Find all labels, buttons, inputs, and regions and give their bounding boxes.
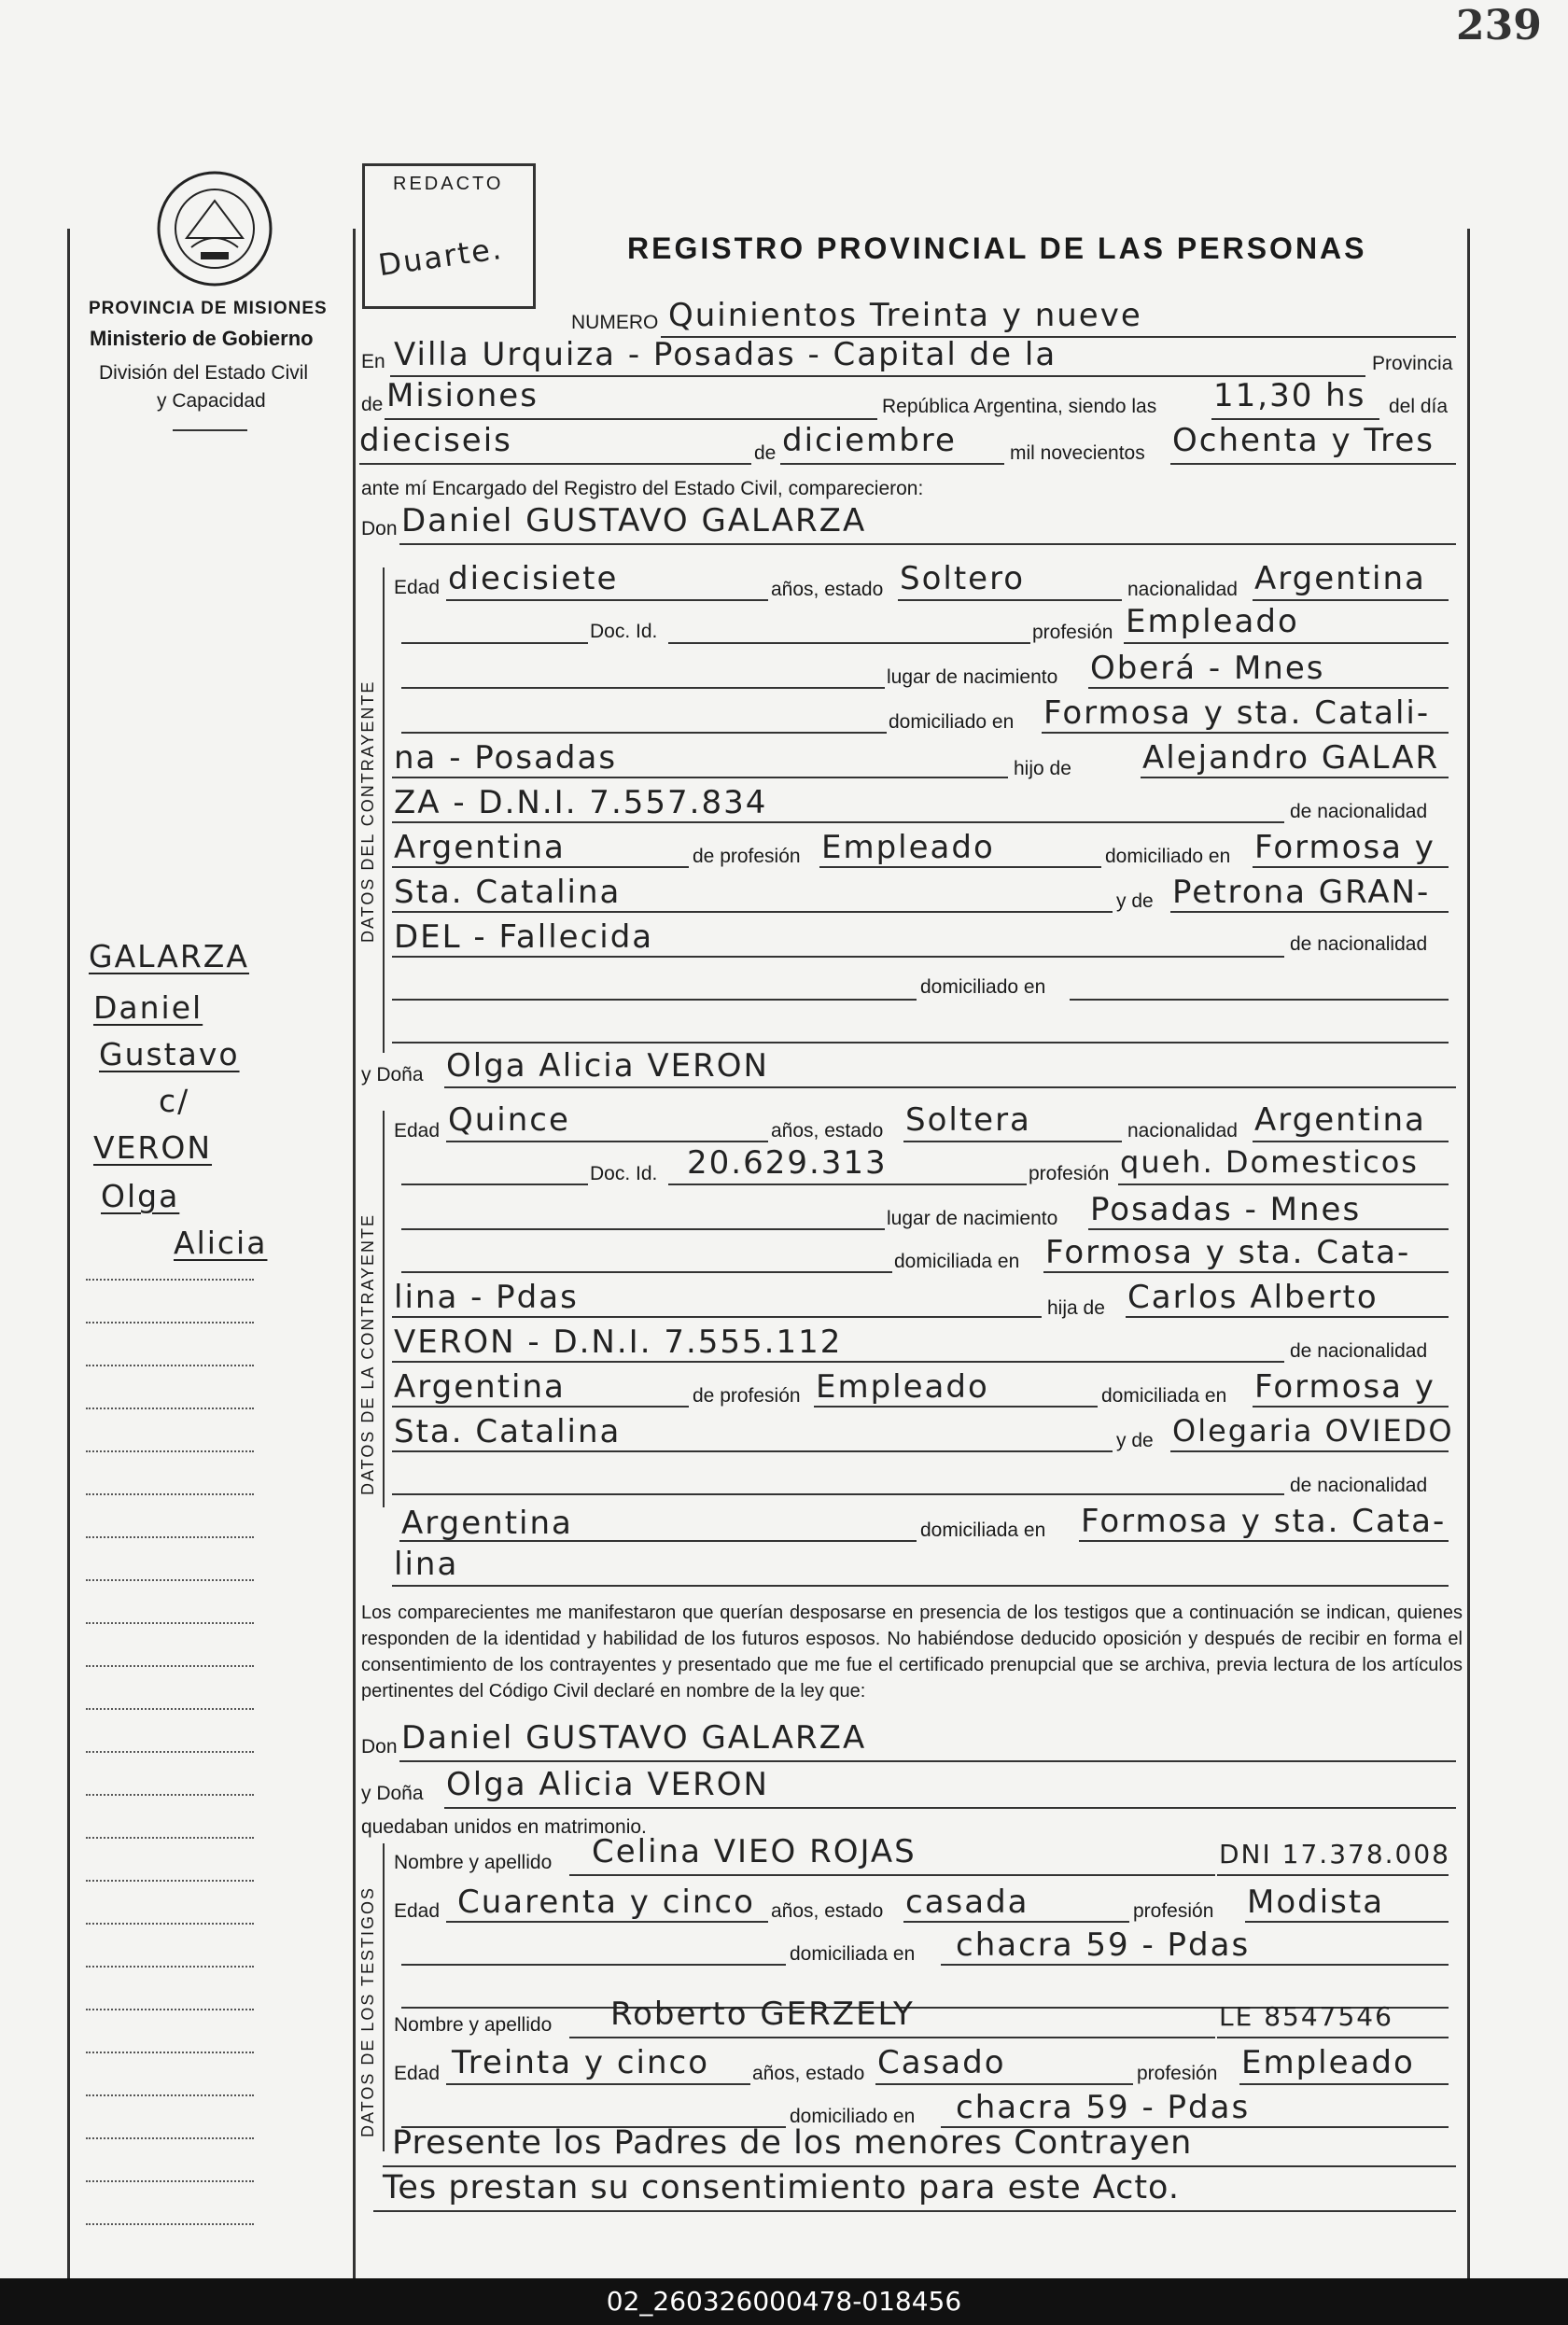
bride-lugar-label: lugar de nacimiento — [887, 1208, 1058, 1229]
provincial-seal-icon — [149, 163, 280, 294]
quedaban-label: quedaban unidos en matrimonio. — [361, 1816, 647, 1838]
margin-rule — [86, 2223, 254, 2225]
numero-label: NUMERO — [571, 312, 659, 333]
datos-testigos-label: DATOS DE LOS TESTIGOS — [358, 1885, 377, 2137]
note-line-2: Tes prestan su consentimiento para este Acto. — [383, 2169, 1180, 2206]
groom-estado-label: años, estado — [771, 579, 884, 600]
bride-nac-value: Argentina — [1254, 1101, 1426, 1139]
en-label: En — [361, 351, 385, 372]
footer-bar — [0, 2278, 1568, 2325]
t2-estado-value: Casado — [877, 2044, 1006, 2081]
bride-madre-nac-label: de nacionalidad — [1290, 1475, 1428, 1496]
margin-rule — [86, 2052, 254, 2053]
margin-rule — [86, 1536, 254, 1538]
ante-label: ante mí Encargado del Registro del Estado Civil, comparecieron: — [361, 478, 924, 499]
margin-rule — [86, 2137, 254, 2139]
numero-value: Quinientos Treinta y nueve — [668, 297, 1142, 334]
bride-padre-prof-value: Empleado — [816, 1368, 989, 1406]
bride-edad-label: Edad — [394, 1120, 441, 1141]
division-label-2: y Capacidad — [157, 390, 266, 412]
bride-dom-label: domiciliada en — [894, 1251, 1020, 1272]
bride-prof-value: queh. Domesticos — [1120, 1144, 1419, 1180]
margin-rule — [86, 1794, 254, 1796]
datos-contrayenta-label: DATOS DE LA CONTRAYENTE — [358, 1212, 377, 1495]
groom-madre-nac-label: de nacionalidad — [1290, 933, 1428, 955]
margin-name-bride-1: Olga — [101, 1178, 180, 1214]
bride-dom-value: Formosa y sta. Cata- — [1045, 1234, 1411, 1271]
t1-prof-label: profesión — [1133, 1900, 1214, 1922]
margin-rule — [86, 1923, 254, 1925]
t1-edad-value: Cuarenta y cinco — [457, 1884, 755, 1921]
note-line-1: Presente los Padres de los menores Contrayen — [392, 2124, 1193, 2162]
groom-nac-value: Argentina — [1254, 560, 1426, 597]
margin-rule — [86, 1493, 254, 1495]
de-value: Misiones — [386, 377, 539, 414]
groom-dom-value: Formosa y sta. Catali- — [1043, 694, 1431, 732]
groom-padre-nac-value: Argentina — [394, 829, 566, 866]
groom-edad-label: Edad — [394, 577, 441, 598]
anio-value: Ochenta y Tres — [1172, 422, 1435, 459]
margin-rule — [86, 1408, 254, 1409]
t2-dom-label: domiciliado en — [790, 2106, 916, 2127]
redacto-signature: Duarte. — [376, 230, 506, 284]
margin-rule — [86, 1966, 254, 1968]
groom-madre-dom-label: domiciliado en — [920, 976, 1046, 998]
del-dia-label: del día — [1389, 396, 1449, 417]
bride-padre-value-2: VERON - D.N.I. 7.555.112 — [394, 1324, 843, 1361]
bride-prof-label: profesión — [1029, 1163, 1110, 1184]
redacto-label: REDACTO — [393, 174, 504, 194]
groom-padre-value-2: ZA - D.N.I. 7.557.834 — [394, 784, 768, 821]
t2-edad-value: Treinta y cinco — [452, 2044, 710, 2081]
hija-de-label: hija de — [1047, 1297, 1105, 1319]
dona-value: Olga Alicia VERON — [446, 1047, 769, 1085]
t1-nombre-label: Nombre y apellido — [394, 1852, 553, 1873]
margin-name-groom-2: Gustavo — [99, 1036, 240, 1072]
document-title: REGISTRO PROVINCIAL DE LAS PERSONAS — [627, 231, 1367, 265]
bride-padre-value: Carlos Alberto — [1127, 1279, 1379, 1316]
groom-dom-value-2: na - Posadas — [394, 739, 618, 777]
bride-madre-dom-value-2: lina — [394, 1546, 459, 1583]
margin-rule — [86, 1708, 254, 1710]
dona2-label: y Doña — [361, 1783, 424, 1804]
don-value: Daniel GUSTAVO GALARZA — [401, 502, 867, 539]
datos-contrayente-label: DATOS DEL CONTRAYENTE — [358, 679, 377, 943]
t2-nombre-value: Roberto GERZELY — [610, 1996, 915, 2033]
hijo-de-label: hijo de — [1014, 758, 1071, 779]
margin-rule — [86, 1450, 254, 1452]
margin-name-bride-2: Alicia — [174, 1225, 268, 1261]
groom-y-de-label: y de — [1116, 890, 1154, 912]
t1-dom-value: chacra 59 - Pdas — [956, 1926, 1251, 1964]
dona2-value: Olga Alicia VERON — [446, 1766, 769, 1803]
t1-dom-label: domiciliada en — [790, 1943, 916, 1965]
provincia-label: Provincia — [1372, 353, 1453, 374]
t1-doc-value: DNI 17.378.008 — [1219, 1839, 1450, 1870]
margin-rule — [86, 1751, 254, 1753]
dia-value: dieciseis — [359, 422, 512, 459]
groom-edad-value: diecisiete — [448, 560, 619, 597]
t1-prof-value: Modista — [1247, 1884, 1385, 1921]
de-label: de — [361, 394, 384, 415]
t1-estado-label: años, estado — [771, 1900, 884, 1922]
t2-doc-value: LE 8547546 — [1219, 2001, 1393, 2032]
groom-madre-value: Petrona GRAN- — [1172, 874, 1431, 911]
groom-doc-label: Doc. Id. — [590, 621, 658, 642]
t1-estado-value: casada — [905, 1884, 1029, 1921]
en-value: Villa Urquiza - Posadas - Capital de la — [394, 336, 1057, 373]
margin-connector: c/ — [159, 1083, 190, 1119]
bride-estado-value: Soltera — [905, 1101, 1031, 1139]
de-mes-label: de — [754, 442, 777, 464]
groom-prof-label: profesión — [1032, 622, 1113, 643]
bride-madre-dom-value: Formosa y sta. Cata- — [1081, 1503, 1447, 1540]
margin-rule — [86, 1365, 254, 1366]
bride-y-de-label: y de — [1116, 1430, 1154, 1451]
dona-label: y Doña — [361, 1064, 424, 1085]
margin-name-groom-1: Daniel — [93, 989, 203, 1026]
bride-padre-dom-label: domiciliada en — [1101, 1385, 1227, 1407]
groom-dom-label: domiciliado en — [889, 711, 1015, 733]
t1-edad-label: Edad — [394, 1900, 441, 1922]
republica-label: República Argentina, siendo las — [882, 396, 1157, 417]
don-label: Don — [361, 518, 398, 539]
division-label-1: División del Estado Civil — [99, 362, 309, 384]
bride-padre-prof-label: de profesión — [693, 1385, 801, 1407]
t1-nombre-value: Celina VIEO ROJAS — [592, 1833, 917, 1870]
groom-lugar-label: lugar de nacimiento — [887, 666, 1058, 688]
t2-dom-value: chacra 59 - Pdas — [956, 2089, 1251, 2126]
bride-edad-value: Quince — [448, 1101, 570, 1139]
margin-rule — [86, 1837, 254, 1839]
margin-rule — [86, 2009, 254, 2010]
bride-madre-nac-value: Argentina — [401, 1505, 573, 1542]
margin-surname-bride: VERON — [93, 1129, 213, 1166]
don2-label: Don — [361, 1736, 398, 1758]
bride-dom-value-2: lina - Pdas — [394, 1279, 579, 1316]
bride-madre-dom-label: domiciliada en — [920, 1520, 1046, 1541]
groom-padre-value: Alejandro GALAR — [1142, 739, 1440, 777]
groom-padre-dom-value-2: Sta. Catalina — [394, 874, 622, 911]
bride-doc-value: 20.629.313 — [687, 1144, 888, 1182]
footer-code: 02_260326000478-018456 — [606, 2286, 962, 2317]
margin-rule — [86, 1279, 254, 1281]
margin-rule — [86, 1579, 254, 1581]
bride-lugar-value: Posadas - Mnes — [1090, 1191, 1362, 1228]
declaration-paragraph: Los comparecientes me manifestaron que querían desposarse en presencia de los testigos que a continuación se indican, quienes responden de la identidad y habilidad de los futuros esposos. No habiéndose deducido oposición y después de recibir en forma el consentimiento de los contrayentes y presentado que me fue el certificado prenupcial que se archiva, previa lectura de los artículos pertinentes del Código Civil declaré en nombre de la ley que: — [361, 1603, 1463, 1702]
groom-padre-nac-label: de nacionalidad — [1290, 801, 1428, 822]
bride-nac-label: nacionalidad — [1127, 1120, 1238, 1141]
t2-estado-label: años, estado — [752, 2063, 865, 2084]
bride-padre-nac-label: de nacionalidad — [1290, 1340, 1428, 1362]
bride-padre-nac-value: Argentina — [394, 1368, 566, 1406]
margin-rule — [86, 2180, 254, 2182]
margin-rule — [86, 1665, 254, 1667]
mes-value: diciembre — [782, 422, 957, 459]
redacto-box — [362, 163, 536, 309]
bride-padre-dom-value: Formosa y — [1254, 1368, 1435, 1406]
province-label: PROVINCIA DE MISIONES — [89, 299, 328, 318]
margin-rule — [86, 1622, 254, 1624]
t2-prof-value: Empleado — [1241, 2044, 1415, 2081]
groom-padre-dom-label: domiciliado en — [1105, 846, 1231, 867]
groom-lugar-value: Oberá - Mnes — [1090, 650, 1325, 687]
margin-rule — [86, 2094, 254, 2096]
ministry-label: Ministerio de Gobierno — [90, 327, 314, 350]
groom-padre-prof-value: Empleado — [821, 829, 995, 866]
margin-rule — [86, 1322, 254, 1324]
margin-rule — [86, 1880, 254, 1882]
groom-madre-value-2: DEL - Fallecida — [394, 918, 654, 956]
page-number: 239 — [1456, 2, 1542, 49]
t2-prof-label: profesión — [1137, 2063, 1218, 2084]
bride-madre-value: Olegaria OVIEDO — [1172, 1413, 1454, 1449]
groom-padre-dom-value: Formosa y — [1254, 829, 1435, 866]
bride-doc-label: Doc. Id. — [590, 1163, 658, 1184]
groom-padre-prof-label: de profesión — [693, 846, 801, 867]
t2-nombre-label: Nombre y apellido — [394, 2014, 553, 2036]
mil-label: mil novecientos — [1010, 442, 1145, 464]
groom-estado-value: Soltero — [900, 560, 1026, 597]
margin-surname-groom: GALARZA — [89, 938, 249, 974]
groom-nac-label: nacionalidad — [1127, 579, 1238, 600]
groom-prof-value: Empleado — [1126, 603, 1299, 640]
t2-edad-label: Edad — [394, 2063, 441, 2084]
don2-value: Daniel GUSTAVO GALARZA — [401, 1719, 867, 1757]
bride-estado-label: años, estado — [771, 1120, 884, 1141]
hora-value: 11,30 hs — [1213, 377, 1366, 414]
bride-padre-dom-value-2: Sta. Catalina — [394, 1413, 622, 1450]
